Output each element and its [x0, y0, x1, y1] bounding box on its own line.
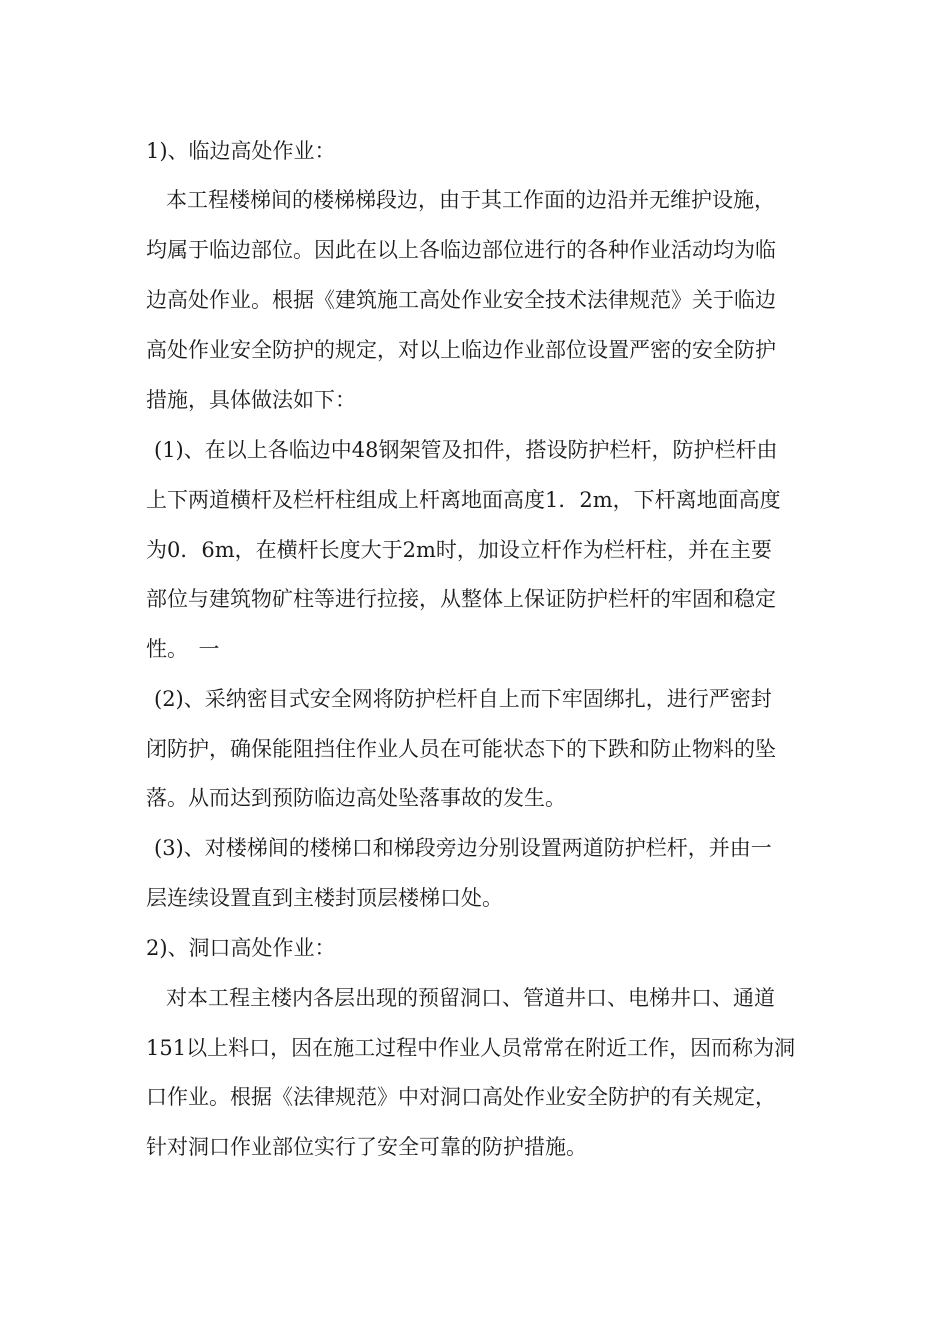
paragraph-line: 边高处作业。根据《建筑施工高处作业安全技术法律规范》关于临边 — [146, 288, 776, 312]
list-item-1-line: 上下两道横杆及栏杆柱组成上杆离地面高度1．2m，下杆离地面高度 — [146, 488, 781, 512]
paragraph-line: 均属于临边部位。因此在以上各临边部位进行的各种作业活动均为临 — [146, 238, 776, 262]
paragraph-line: 高处作业安全防护的规定，对以上临边作业部位设置严密的安全防护 — [146, 338, 776, 362]
paragraph-line: 针对洞口作业部位实行了安全可靠的防护措施。 — [146, 1135, 587, 1159]
list-item-1-line: (1)、在以上各临边中48钢架管及扣件，搭设防护栏杆，防护栏杆由 — [154, 438, 778, 462]
list-item-3-line: 层连续设置直到主楼封顶层楼梯口处。 — [146, 886, 503, 910]
paragraph-line: 151以上料口，因在施工过程中作业人员常常在附近工作，因而称为洞 — [146, 1036, 796, 1060]
list-item-2-line: 闭防护，确保能阻挡住作业人员在可能状态下的下跌和防止物料的坠 — [146, 737, 776, 761]
list-item-1-line: 为0．6m，在横杆长度大于2m时，加设立杆作为栏杆柱，并在主要 — [146, 538, 772, 562]
list-item-1-line: 性。 一 — [146, 637, 220, 661]
paragraph-line: 口作业。根据《法律规范》中对洞口高处作业安全防护的有关规定， — [146, 1085, 776, 1109]
paragraph-line: 本工程楼梯间的楼梯梯段边，由于其工作面的边沿并无维护设施， — [166, 188, 775, 212]
heading-2: 2)、洞口高处作业： — [146, 936, 336, 960]
heading-1: 1)、临边高处作业： — [146, 139, 336, 163]
list-item-2-line: (2)、采纳密目式安全网将防护栏杆自上而下牢固绑扎，进行严密封 — [154, 687, 772, 711]
paragraph-line: 对本工程主楼内各层出现的预留洞口、管道井口、电梯井口、通道 — [166, 986, 775, 1010]
list-item-3-line: (3)、对楼梯间的楼梯口和梯段旁边分别设置两道防护栏杆，并由一 — [154, 836, 772, 860]
list-item-1-line: 部位与建筑物矿柱等进行拉接，从整体上保证防护栏杆的牢固和稳定 — [146, 587, 776, 611]
paragraph-line: 措施，具体做法如下： — [146, 388, 356, 412]
list-item-2-line: 落。从而达到预防临边高处坠落事故的发生。 — [146, 786, 566, 810]
